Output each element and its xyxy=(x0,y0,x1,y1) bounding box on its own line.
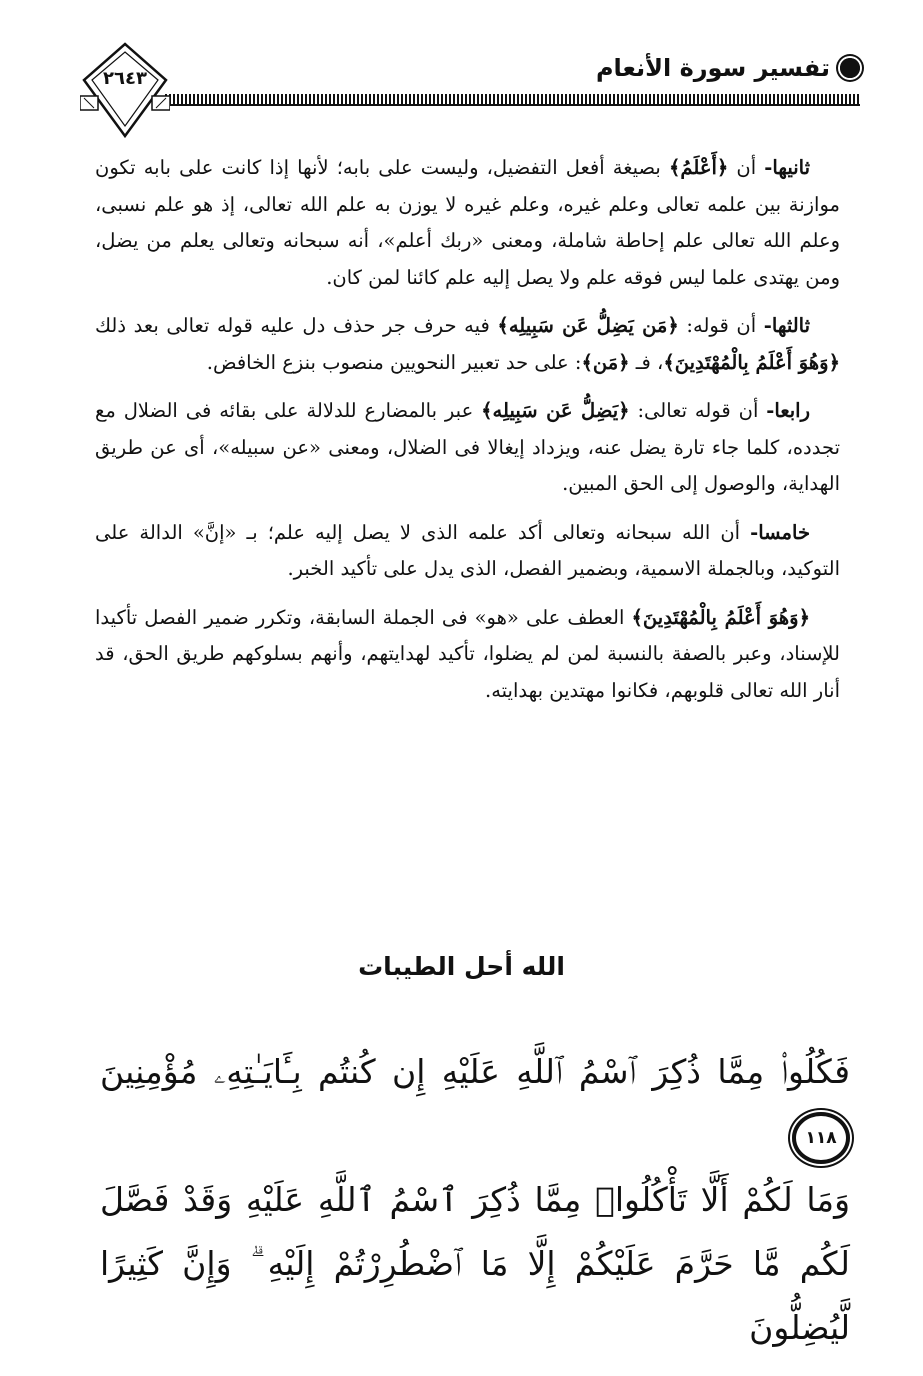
quran-line-3: لَكُم مَّا حَرَّمَ عَلَيْكُمْ إِلَّا مَا ٱضْطُرِرْتُمْ إِلَيْهِ ۗ وَإِنَّ كَثِيرًا لَّيُضِلُّونَ xyxy=(100,1244,850,1347)
text-segment: بصيغة أفعل التفضيل، وليست على بابه؛ لأنها إذا كانت على بابه تكون موازنة بين علمه تعالى وعلم غيره، وعلم غيره لا يوزن به علم الله تعالى، إذ هو علم نسبى، وعلم الله تعالى علم إحاطة شاملة، ومعنى «ربك أعلم»، أنه سبحانه وتعالى يعلم من يضل، ومن يهتدى علما ليس فوقه علم ولا يصل إليه علم كائنا لمن كان. xyxy=(95,156,840,289)
verse-quote: ﴿وَهُوَ أَعْلَمُ بِالْمُهْتَدِينَ﴾ xyxy=(663,350,840,374)
paragraph-lead: خامسا- xyxy=(750,520,810,544)
page-header xyxy=(70,40,860,150)
verse-quote: ﴿أَعْلَمُ﴾ xyxy=(668,156,729,179)
text-segment: أن قوله: xyxy=(678,314,764,337)
verse-quote: ﴿يَضِلُّ عَن سَبِيلِه﴾ xyxy=(481,399,630,422)
text-segment: : على حد تعبير النحويين منصوب بنزع الخافض. xyxy=(206,350,582,374)
verse-quote: ﴿مَن﴾ xyxy=(581,350,630,374)
running-title xyxy=(596,54,860,82)
page-number: ٢٦٤٣ xyxy=(103,68,147,89)
paragraph xyxy=(95,600,840,710)
flower-ornament-icon xyxy=(840,58,860,78)
text-segment: عبر بالمضارع للدلالة على بقائه فى الضلال مع تجدده، كلما جاء تارة يضل عنه، ويزداد إيغالا فى الضلال، ومعنى «عن سبيله»، أى عن طريق الهداية، والوصول إلى الحق المبين. xyxy=(95,399,840,495)
header-rule xyxy=(165,94,860,106)
paragraph-lead: ثالثها- xyxy=(763,314,811,337)
paragraph xyxy=(95,393,840,503)
paragraph-lead: رابعا- xyxy=(766,399,810,422)
ayah-number-marker: ١١٨ xyxy=(792,1112,850,1164)
verse-quote: ﴿وَهُوَ أَعْلَمُ بِالْمُهْتَدِينَ﴾ xyxy=(631,605,810,629)
paragraph-lead: ثانيها- xyxy=(764,156,810,179)
quran-verse-block xyxy=(100,1040,850,1360)
section-heading: الله أحل الطيبات xyxy=(358,952,565,981)
text-segment: أن قوله تعالى: xyxy=(629,399,767,422)
running-title-text: تفسير سورة الأنعام xyxy=(595,54,830,82)
text-segment: العطف على «هو» فى الجملة السابقة، وتكرر ضمير الفصل تأكيدا للإسناد، وعبر بالصفة بالنسبة لمن لم يضلوا، تأكيد لهدايتهم، وأنهم بسلوكهم طريق الحق، قد أنار الله تعالى قلوبهم، فكانوا مهتدين بهدايته. xyxy=(95,605,840,702)
paragraph xyxy=(95,515,840,588)
commentary-body xyxy=(95,150,840,721)
quran-line-1: فَكُلُوا۟ مِمَّا ذُكِرَ ٱسْمُ ٱللَّهِ عَلَيْهِ إِن كُنتُم بِـَٔايَـٰتِهِۦ مُؤْمِنِينَ ١١٨ xyxy=(100,1040,850,1168)
paragraph xyxy=(95,150,840,296)
page-number-badge xyxy=(80,40,170,140)
verse-quote: ﴿مَن يَضِلُّ عَن سَبِيلِه﴾ xyxy=(497,314,679,337)
text-segment: ، فـ xyxy=(629,350,664,374)
paragraph xyxy=(95,308,840,381)
quran-line-2: وَمَا لَكُمْ أَلَّا تَأْكُلُوا۟ مِمَّا ذُكِرَ ٱسْمُ ٱللَّهِ عَلَيْهِ وَقَدْ فَصَّلَ xyxy=(100,1180,850,1219)
text-segment: أن xyxy=(728,156,765,179)
text-segment: أن الله سبحانه وتعالى أكد علمه الذى لا يصل إليه علم؛ بـ «إنَّ» الدالة على التوكيد، وبالجملة الاسمية، وبضمير الفصل، الذى يدل على تأكيد الخبر. xyxy=(95,520,840,580)
diamond-frame-icon xyxy=(80,40,170,140)
text-segment: فيه حرف جر حذف دل عليه قوله تعالى بعد ذلك xyxy=(95,314,498,337)
